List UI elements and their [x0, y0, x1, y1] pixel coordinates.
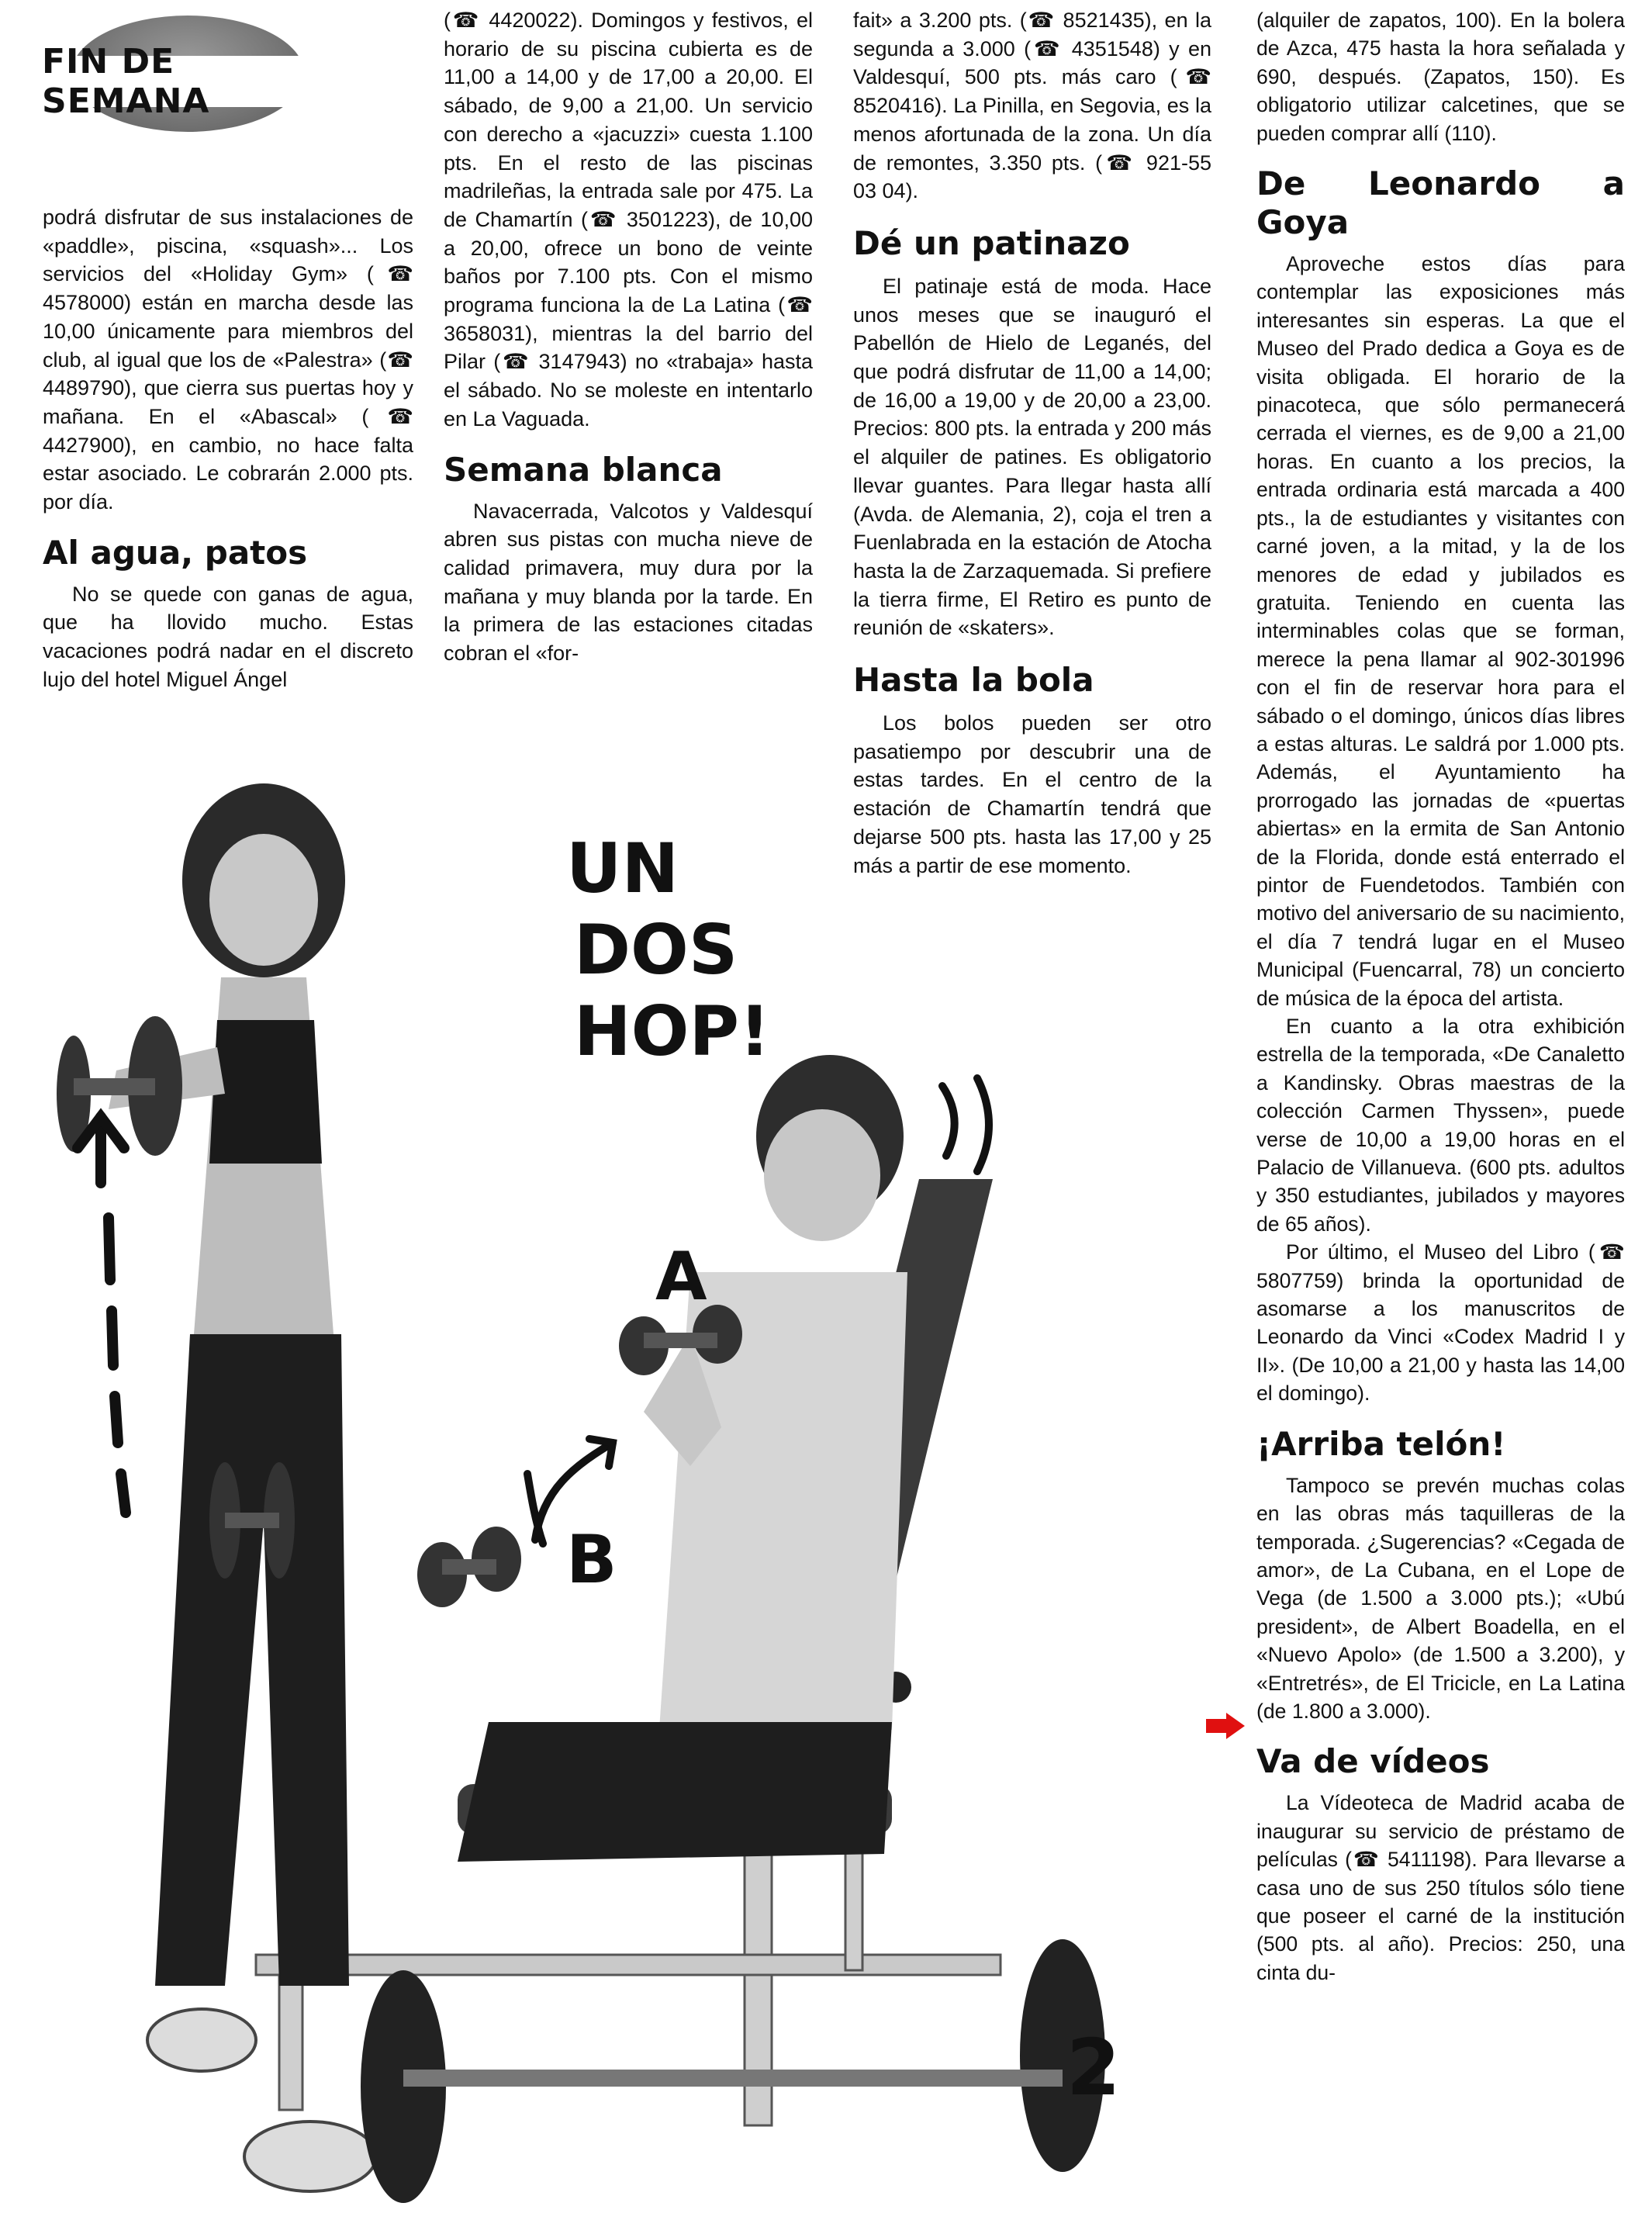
label-2: 2 — [1066, 2022, 1121, 2113]
col3-paragraph-3: Los bolos pueden ser otro pasatiempo por descubrir una de estas tardes. En el centro de la estación de Chamartín tendrá que dejarse 500 pts. hasta las 17,00 y 25 más a partir de ese momento. — [853, 711, 1211, 877]
col3-paragraph-1: fait» a 3.200 pts. (☎ 8521435), en la segunda a 3.000 (☎ 4351548) y en Valdesquí, 500 pts. más caro (☎ 8520416). La Pinilla, en Segovia, es la menos afortunada de la zona. Un día de remontes, 3.350 pts. (☎ 921-55 03 04). — [853, 9, 1211, 203]
section-header — [31, 16, 341, 140]
heading-de-un-patinazo: Dé un patinazo — [853, 223, 1130, 262]
red-arrow-icon — [1206, 1713, 1245, 1739]
label-a: A — [655, 1238, 707, 1316]
standing-woman-figure — [109, 783, 376, 2191]
heading-hasta-la-bola: Hasta la bola — [853, 661, 1094, 700]
heading-semana-blanca: Semana blanca — [444, 450, 723, 489]
col4-paragraph-5: Tampoco se prevén muchas colas en las obras más taquilleras de la temporada. ¿Sugerencias? «Cegada de amor», de La Cubana, en el Lope de Vega (de 1.500 a 3.000 pts.); «Ubú president», de Albert Boadella, en el «Nuevo Apolo» (de 1.500 a 3.200), y «Entretrés», de El Tricicle, en La Latina (de 1.800 a 3.000). — [1256, 1473, 1625, 1723]
col4-paragraph-1: (alquiler de zapatos, 100). En la bolera de Azca, 475 hasta la hora señalada y 690, después. (Zapatos, 150). Es obligatorio utilizar calcetines, que se pueden comprar allí (110). — [1256, 9, 1625, 145]
column-4 — [1256, 6, 1625, 1987]
heading-va-de-videos: Va de vídeos — [1256, 1742, 1490, 1781]
exercise-photo — [23, 745, 1179, 2230]
col3-paragraph-2: El patinaje está de moda. Hace unos meses que se inauguró el Pabellón de Hielo de Leganés, del que podrá disfrutar de 11,00 a 14,00; de 16,00 a 19,00 y de 20,00 a 23,00. Precios: 800 pts. la entrada y 200 más el alquiler de patines. Es obligatorio llevar guantes. Para llegar hasta allí (Avda. de Alemania, 2), coja el tren a Fuenlabrada en la estación de Atocha hasta la de Zarzaquemada. Si prefiere la tierra firme, El Retiro es punto de reunión de «skaters». — [853, 274, 1211, 640]
column-2 — [444, 6, 813, 668]
col1-paragraph-1: podrá disfrutar de sus instalaciones de «paddle», piscina, «squash»... Los servicios del «Holiday Gym» (☎ 4578000) están en marcha desde las 10,00 únicamente para miembros del club, al igual que los de «Palestra» (☎ 4489790), que cierra sus puertas hoy y mañana. En el «Abascal» (☎ 4427900), en cambio, no hace falta estar asociado. Le cobrarán 2.000 pts. por día. — [43, 206, 413, 514]
seated-woman-figure — [458, 1055, 907, 1862]
col4-paragraph-6: La Vídeoteca de Madrid acaba de inaugurar su servicio de préstamo de películas (☎ 5411198). Para llevarse a casa uno de sus 250 títulos sólo tiene que poseer el carné de la institución (500 pts. al año). Precios: 250, una cinta du- — [1256, 1791, 1625, 1984]
handwriting-line-2: DOS — [574, 910, 738, 990]
label-b: B — [566, 1521, 617, 1599]
barbell — [361, 1939, 1105, 2203]
col4-paragraph-3: En cuanto a la otra exhibición estrella de la temporada, «De Canaletto a Kandinsky. Obras maestras de la colección Carmen Thyssen», puede verse de 10,00 a 19,00 horas en el Palacio de Villanueva. (600 pts. adultos y 350 estudiantes, jubilados y mayores de 65 años). — [1256, 1015, 1625, 1236]
heading-de-leonardo-a-goya: De Leonardo a Goya — [1256, 164, 1625, 242]
col2-paragraph-2: Navacerrada, Valcotos y Valdesquí abren sus pistas con mucha nieve de calidad primavera, muy dura por la mañana y muy blanda por la tarde. En la primera de las estaciones citadas cobran el «for- — [444, 499, 813, 666]
section-label: FIN DE SEMANA — [42, 42, 210, 121]
col2-paragraph-1: (☎ 4420022). Domingos y festivos, el horario de su piscina cubierta es de 11,00 a 14,00 y de 17,00 a 20,00. El sábado, de 9,00 a 21,00. Un servicio con derecho a «jacuzzi» cuesta 1.100 pts. En el resto de las piscinas madrileñas, la entrada sale por 475. La de Chamartín (☎ 3501223), de 10,00 a 20,00, ofrece un bono de veinte baños por 7.100 pts. Con el mismo programa funciona la de La Latina (☎ 3658031), mientras la del barrio del Pilar (☎ 3147943) no «trabaja» hasta el sábado. No se moleste en intentarlo en La Vaguada. — [444, 9, 813, 431]
col4-paragraph-2: Aproveche estos días para contemplar las exposiciones más interesantes sin esperas. La que el Museo del Prado dedica a Goya es de visita obligada. El horario de la pinacoteca, que sólo permanecerá cerrada el viernes, es de 9,00 a 21,00 horas. En cuanto a los precios, la entrada ordinaria está marcada a 400 pts., la de estudiantes y visitantes con carné joven, a la mitad, y la de los menores de edad y jubilados es gratuita. Teniendo en cuenta las interminables colas que se forman, merece la pena llamar al 902-301996 con el fin de reservar hora para el sábado o el domingo, únicos días libres a estas alturas. Le saldrá por 1.000 pts. Además, el Ayuntamiento ha prorrogado las jornadas de «puertas abiertas» en la ermita de San Antonio de la Florida, donde está enterrado el pintor de Fuendetodos. También con motivo del aniversario de su nacimiento, el día 7 tendrá lugar en el Museo Municipal (Fuencarral, 78) un concierto de música de la época del artista. — [1256, 252, 1625, 1010]
heading-al-agua-patos: Al agua, patos — [43, 533, 308, 572]
dashed-up-arrow — [78, 1117, 126, 1513]
heading-arriba-telon: ¡Arriba telón! — [1256, 1424, 1506, 1463]
col4-paragraph-4: Por último, el Museo del Libro (☎ 5807759) brinda la oportunidad de asomarse a los manuscritos de Leonardo da Vinci «Codex Madrid I y II». (De 10,00 a 21,00 y hasta las 14,00 el domingo). — [1256, 1240, 1625, 1406]
header-band — [31, 42, 341, 121]
dumbbell-lap — [417, 1527, 521, 1607]
column-1 — [43, 203, 413, 694]
handwriting-line-1: UN — [566, 828, 679, 908]
col1-paragraph-2: No se quede con ganas de agua, que ha llovido mucho. Estas vacaciones podrá nadar en el discreto lujo del hotel Miguel Ángel — [43, 582, 413, 691]
handwriting-line-3: HOP! — [574, 991, 771, 1071]
